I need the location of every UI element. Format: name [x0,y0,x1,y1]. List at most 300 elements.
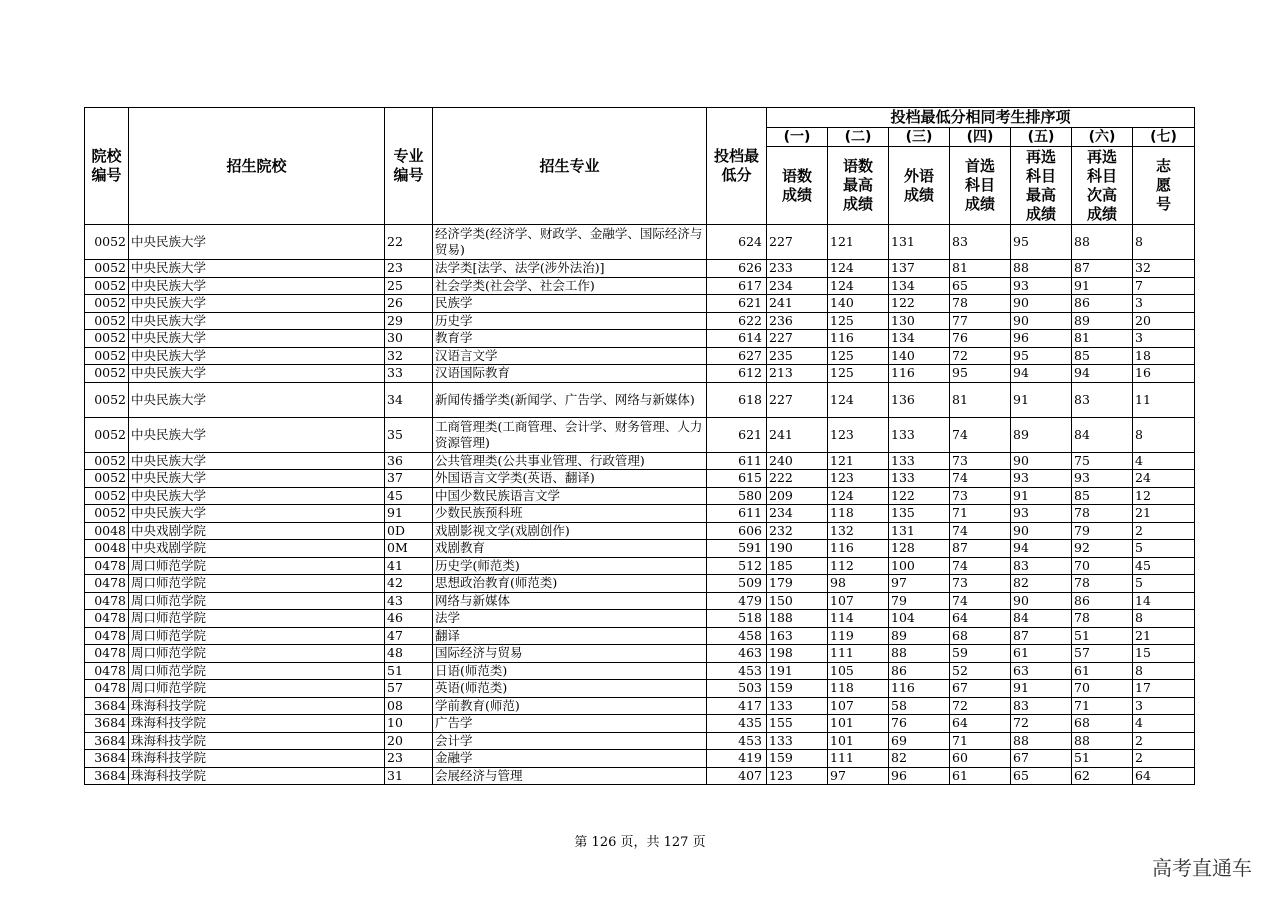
cell-order-2: 140 [828,295,889,313]
cell-order-5: 91 [1011,487,1072,505]
cell-order-7: 3 [1133,330,1195,348]
cell-min-score: 453 [707,732,767,750]
cell-order-6: 86 [1072,295,1133,313]
cell-order-4: 60 [950,750,1011,768]
cell-major-code: 08 [385,697,433,715]
cell-order-6: 78 [1072,575,1133,593]
cell-order-2: 124 [828,260,889,278]
cell-order-6: 93 [1072,470,1133,488]
order-item-1: 语数成绩 [767,147,828,225]
cell-order-4: 59 [950,645,1011,663]
cell-order-2: 119 [828,627,889,645]
cell-order-3: 104 [889,610,950,628]
cell-order-6: 51 [1072,627,1133,645]
cell-college-name: 中央民族大学 [129,470,385,488]
cell-college-code: 0478 [85,680,129,698]
cell-college-code: 0052 [85,295,129,313]
cell-order-2: 125 [828,312,889,330]
table-row [85,382,1195,417]
cell-order-1: 235 [767,347,828,365]
cell-order-5: 96 [1011,330,1072,348]
cell-order-4: 81 [950,260,1011,278]
cell-order-4: 68 [950,627,1011,645]
cell-order-3: 88 [889,645,950,663]
cell-order-3: 137 [889,260,950,278]
cell-order-6: 92 [1072,540,1133,558]
order-label-1: (一) [767,128,828,147]
cell-order-6: 70 [1072,680,1133,698]
cell-order-2: 112 [828,557,889,575]
cell-order-1: 241 [767,295,828,313]
cell-order-7: 2 [1133,750,1195,768]
order-item-4: 首选科目成绩 [950,147,1011,225]
page-number: 第 126 页，共 127 页 [574,835,706,850]
order-label-3: (三) [889,128,950,147]
cell-order-4: 73 [950,487,1011,505]
table-row [85,627,1195,645]
cell-college-name: 中央民族大学 [129,330,385,348]
cell-college-name: 珠海科技学院 [129,767,385,785]
cell-major-code: 33 [385,365,433,383]
cell-major-code: 37 [385,470,433,488]
table-row [85,715,1195,733]
cell-college-code: 0052 [85,260,129,278]
header-major-name: 招生专业 [433,108,707,225]
cell-order-2: 107 [828,592,889,610]
cell-major-name: 少数民族预科班 [433,505,707,523]
table-row [85,312,1195,330]
cell-min-score: 621 [707,295,767,313]
cell-major-name: 新闻传播学类(新闻学、广告学、网络与新媒体) [433,382,707,417]
cell-order-3: 69 [889,732,950,750]
cell-order-3: 86 [889,662,950,680]
cell-college-code: 3684 [85,697,129,715]
cell-min-score: 503 [707,680,767,698]
cell-order-3: 133 [889,452,950,470]
cell-order-4: 87 [950,540,1011,558]
cell-order-5: 94 [1011,540,1072,558]
cell-order-4: 74 [950,417,1011,452]
cell-min-score: 509 [707,575,767,593]
cell-order-1: 232 [767,522,828,540]
cell-order-3: 134 [889,330,950,348]
cell-order-5: 83 [1011,697,1072,715]
cell-order-4: 64 [950,715,1011,733]
cell-order-5: 89 [1011,417,1072,452]
cell-major-name: 教育学 [433,330,707,348]
cell-order-5: 90 [1011,522,1072,540]
cell-order-1: 150 [767,592,828,610]
cell-min-score: 621 [707,417,767,452]
cell-order-6: 83 [1072,382,1133,417]
cell-order-2: 101 [828,715,889,733]
cell-college-code: 3684 [85,732,129,750]
cell-min-score: 407 [707,767,767,785]
table-row [85,417,1195,452]
cell-major-name: 会计学 [433,732,707,750]
cell-order-2: 123 [828,470,889,488]
cell-college-code: 0478 [85,557,129,575]
cell-college-code: 0052 [85,417,129,452]
table-row [85,767,1195,785]
table-row [85,732,1195,750]
cell-order-4: 83 [950,225,1011,260]
cell-order-1: 234 [767,277,828,295]
cell-order-4: 71 [950,505,1011,523]
cell-college-code: 0478 [85,645,129,663]
cell-order-2: 124 [828,487,889,505]
cell-major-name: 社会学类(社会学、社会工作) [433,277,707,295]
cell-college-name: 中央戏剧学院 [129,522,385,540]
cell-min-score: 417 [707,697,767,715]
cell-order-7: 45 [1133,557,1195,575]
cell-order-5: 84 [1011,610,1072,628]
cell-college-code: 0052 [85,505,129,523]
cell-min-score: 614 [707,330,767,348]
cell-order-1: 227 [767,330,828,348]
cell-order-5: 88 [1011,260,1072,278]
cell-order-1: 190 [767,540,828,558]
cell-order-6: 68 [1072,715,1133,733]
order-item-3: 外语成绩 [889,147,950,225]
cell-college-name: 周口师范学院 [129,627,385,645]
cell-order-6: 79 [1072,522,1133,540]
cell-major-name: 法学类[法学、法学(涉外法治)] [433,260,707,278]
cell-major-name: 思想政治教育(师范类) [433,575,707,593]
cell-major-code: 23 [385,260,433,278]
cell-major-code: 35 [385,417,433,452]
cell-major-code: 20 [385,732,433,750]
cell-college-name: 中央民族大学 [129,417,385,452]
cell-order-2: 118 [828,680,889,698]
cell-order-5: 63 [1011,662,1072,680]
cell-order-6: 85 [1072,347,1133,365]
table-row [85,487,1195,505]
cell-order-5: 93 [1011,505,1072,523]
table-row [85,365,1195,383]
cell-order-7: 8 [1133,610,1195,628]
header-major-code: 专业编号 [385,108,433,225]
cell-major-name: 戏剧影视文学(戏剧创作) [433,522,707,540]
cell-order-5: 94 [1011,365,1072,383]
cell-order-5: 90 [1011,452,1072,470]
cell-college-name: 珠海科技学院 [129,715,385,733]
cell-order-1: 191 [767,662,828,680]
table-row [85,295,1195,313]
cell-major-code: 23 [385,750,433,768]
cell-order-7: 24 [1133,470,1195,488]
cell-order-5: 95 [1011,347,1072,365]
cell-order-6: 62 [1072,767,1133,785]
cell-order-2: 111 [828,645,889,663]
cell-min-score: 612 [707,365,767,383]
table-row [85,645,1195,663]
cell-order-2: 123 [828,417,889,452]
cell-min-score: 435 [707,715,767,733]
cell-college-name: 周口师范学院 [129,610,385,628]
cell-order-6: 61 [1072,662,1133,680]
cell-college-name: 珠海科技学院 [129,697,385,715]
cell-order-5: 95 [1011,225,1072,260]
order-item-6: 再选科目次高成绩 [1072,147,1133,225]
cell-order-6: 57 [1072,645,1133,663]
cell-order-4: 74 [950,522,1011,540]
order-label-2: (二) [828,128,889,147]
cell-min-score: 622 [707,312,767,330]
cell-order-5: 90 [1011,295,1072,313]
table-row [85,330,1195,348]
cell-order-5: 90 [1011,592,1072,610]
cell-order-5: 87 [1011,627,1072,645]
cell-order-1: 155 [767,715,828,733]
cell-college-name: 周口师范学院 [129,680,385,698]
cell-order-3: 131 [889,522,950,540]
cell-order-2: 121 [828,225,889,260]
cell-order-1: 241 [767,417,828,452]
cell-college-code: 3684 [85,715,129,733]
cell-order-5: 72 [1011,715,1072,733]
order-label-7: (七) [1133,128,1195,147]
cell-college-name: 周口师范学院 [129,575,385,593]
cell-major-name: 历史学 [433,312,707,330]
cell-order-3: 136 [889,382,950,417]
cell-order-1: 185 [767,557,828,575]
cell-min-score: 611 [707,505,767,523]
cell-order-2: 121 [828,452,889,470]
cell-order-7: 3 [1133,295,1195,313]
cell-order-5: 83 [1011,557,1072,575]
cell-order-2: 116 [828,330,889,348]
cell-order-1: 159 [767,680,828,698]
cell-college-name: 中央民族大学 [129,260,385,278]
cell-major-code: 47 [385,627,433,645]
cell-order-1: 123 [767,767,828,785]
cell-college-code: 0478 [85,627,129,645]
cell-order-1: 133 [767,697,828,715]
cell-order-6: 78 [1072,505,1133,523]
cell-order-4: 72 [950,697,1011,715]
table-row [85,662,1195,680]
cell-order-6: 89 [1072,312,1133,330]
cell-college-name: 中央戏剧学院 [129,540,385,558]
cell-major-name: 外国语言文学类(英语、翻译) [433,470,707,488]
cell-order-1: 240 [767,452,828,470]
cell-major-code: 0M [385,540,433,558]
cell-min-score: 479 [707,592,767,610]
cell-order-6: 88 [1072,732,1133,750]
cell-order-2: 111 [828,750,889,768]
cell-order-5: 88 [1011,732,1072,750]
cell-order-1: 227 [767,382,828,417]
cell-order-3: 58 [889,697,950,715]
cell-order-3: 131 [889,225,950,260]
table-row [85,505,1195,523]
cell-college-name: 中央民族大学 [129,487,385,505]
cell-college-code: 0052 [85,382,129,417]
order-label-4: (四) [950,128,1011,147]
cell-order-7: 18 [1133,347,1195,365]
cell-order-2: 125 [828,365,889,383]
cell-min-score: 606 [707,522,767,540]
cell-order-3: 134 [889,277,950,295]
cell-major-code: 30 [385,330,433,348]
order-label-5: (五) [1011,128,1072,147]
cell-order-3: 79 [889,592,950,610]
cell-order-7: 5 [1133,575,1195,593]
cell-major-name: 经济学类(经济学、财政学、金融学、国际经济与贸易) [433,225,707,260]
cell-major-name: 金融学 [433,750,707,768]
cell-order-7: 21 [1133,627,1195,645]
table-row [85,750,1195,768]
cell-order-3: 128 [889,540,950,558]
cell-major-code: 43 [385,592,433,610]
cell-college-code: 0478 [85,662,129,680]
cell-college-code: 0052 [85,330,129,348]
order-item-5: 再选科目最高成绩 [1011,147,1072,225]
cell-order-2: 116 [828,540,889,558]
cell-order-7: 4 [1133,715,1195,733]
cell-order-4: 74 [950,470,1011,488]
cell-order-1: 222 [767,470,828,488]
brand-watermark: 高考直通车 [1152,856,1252,880]
cell-major-code: 45 [385,487,433,505]
cell-major-code: 32 [385,347,433,365]
table-row [85,260,1195,278]
cell-major-name: 中国少数民族语言文学 [433,487,707,505]
table-row [85,557,1195,575]
cell-order-5: 65 [1011,767,1072,785]
cell-college-code: 0478 [85,610,129,628]
cell-college-code: 0052 [85,487,129,505]
cell-order-4: 67 [950,680,1011,698]
cell-order-1: 209 [767,487,828,505]
cell-order-5: 91 [1011,382,1072,417]
cell-order-3: 122 [889,295,950,313]
cell-major-name: 民族学 [433,295,707,313]
cell-major-name: 公共管理类(公共事业管理、行政管理) [433,452,707,470]
header-college-name: 招生院校 [129,108,385,225]
cell-order-7: 16 [1133,365,1195,383]
cell-min-score: 463 [707,645,767,663]
cell-order-2: 124 [828,382,889,417]
cell-college-code: 0052 [85,277,129,295]
cell-college-name: 中央民族大学 [129,312,385,330]
cell-min-score: 419 [707,750,767,768]
cell-college-name: 周口师范学院 [129,662,385,680]
cell-order-7: 7 [1133,277,1195,295]
cell-order-1: 236 [767,312,828,330]
cell-major-code: 22 [385,225,433,260]
cell-major-name: 汉语国际教育 [433,365,707,383]
table-row [85,610,1195,628]
cell-college-name: 中央民族大学 [129,452,385,470]
cell-order-4: 52 [950,662,1011,680]
cell-order-4: 74 [950,557,1011,575]
cell-order-6: 94 [1072,365,1133,383]
cell-college-name: 珠海科技学院 [129,732,385,750]
cell-order-5: 91 [1011,680,1072,698]
cell-order-6: 75 [1072,452,1133,470]
cell-min-score: 611 [707,452,767,470]
cell-college-name: 周口师范学院 [129,645,385,663]
cell-order-5: 90 [1011,312,1072,330]
cell-order-1: 233 [767,260,828,278]
cell-college-name: 中央民族大学 [129,277,385,295]
cell-order-6: 87 [1072,260,1133,278]
cell-order-4: 71 [950,732,1011,750]
cell-order-7: 2 [1133,732,1195,750]
cell-major-code: 36 [385,452,433,470]
cell-college-code: 0052 [85,365,129,383]
admission-score-table [84,107,1195,785]
order-label-6: (六) [1072,128,1133,147]
cell-college-code: 0478 [85,575,129,593]
cell-major-code: 34 [385,382,433,417]
cell-order-1: 163 [767,627,828,645]
cell-min-score: 591 [707,540,767,558]
cell-order-6: 86 [1072,592,1133,610]
cell-college-code: 0048 [85,540,129,558]
cell-order-7: 2 [1133,522,1195,540]
cell-min-score: 626 [707,260,767,278]
cell-order-4: 73 [950,575,1011,593]
cell-order-3: 96 [889,767,950,785]
cell-order-7: 12 [1133,487,1195,505]
cell-major-name: 历史学(师范类) [433,557,707,575]
cell-college-code: 3684 [85,750,129,768]
table-body [85,225,1195,785]
cell-order-7: 17 [1133,680,1195,698]
cell-order-2: 124 [828,277,889,295]
cell-order-7: 8 [1133,662,1195,680]
cell-major-name: 会展经济与管理 [433,767,707,785]
cell-order-5: 61 [1011,645,1072,663]
cell-order-2: 105 [828,662,889,680]
cell-order-7: 20 [1133,312,1195,330]
cell-college-name: 周口师范学院 [129,557,385,575]
cell-order-1: 198 [767,645,828,663]
cell-order-5: 67 [1011,750,1072,768]
cell-college-name: 中央民族大学 [129,295,385,313]
cell-order-3: 122 [889,487,950,505]
cell-college-code: 0052 [85,470,129,488]
cell-major-name: 网络与新媒体 [433,592,707,610]
cell-major-code: 51 [385,662,433,680]
cell-order-7: 15 [1133,645,1195,663]
cell-order-7: 8 [1133,417,1195,452]
cell-min-score: 617 [707,277,767,295]
cell-order-6: 81 [1072,330,1133,348]
cell-order-3: 133 [889,417,950,452]
cell-college-code: 0052 [85,347,129,365]
cell-order-3: 76 [889,715,950,733]
cell-order-4: 73 [950,452,1011,470]
cell-major-name: 法学 [433,610,707,628]
cell-order-3: 97 [889,575,950,593]
cell-order-6: 88 [1072,225,1133,260]
cell-major-code: 41 [385,557,433,575]
cell-order-2: 107 [828,697,889,715]
cell-order-5: 93 [1011,277,1072,295]
cell-order-4: 74 [950,592,1011,610]
cell-college-code: 0052 [85,225,129,260]
cell-order-2: 114 [828,610,889,628]
order-item-2: 语数最高成绩 [828,147,889,225]
cell-order-6: 70 [1072,557,1133,575]
cell-order-6: 91 [1072,277,1133,295]
cell-college-name: 周口师范学院 [129,592,385,610]
cell-major-code: 42 [385,575,433,593]
